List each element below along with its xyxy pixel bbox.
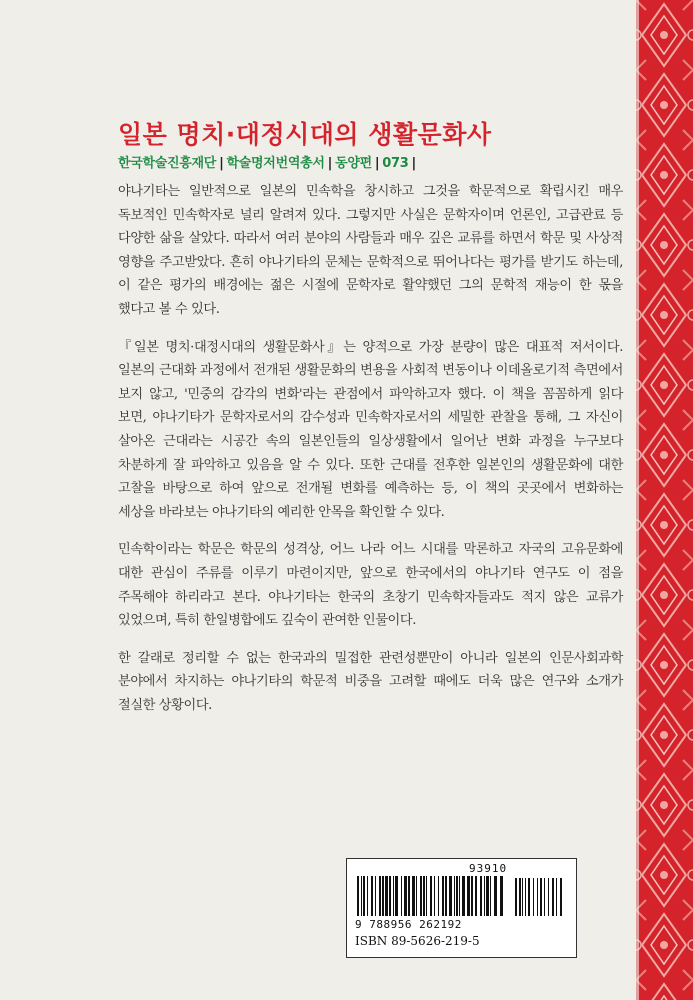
- barcode-bar: [420, 876, 422, 916]
- barcode-addon-bar: [556, 878, 557, 916]
- barcode-addon-bar: [519, 878, 521, 916]
- barcode-addon-bar: [540, 878, 542, 916]
- barcode-bar: [367, 876, 368, 916]
- book-title: 일본 명치·대정시대의 생활문화사: [118, 120, 492, 149]
- barcode-addon-bar: [560, 878, 562, 916]
- barcode-bar: [462, 876, 465, 916]
- series-publisher: 한국학술진흥재단: [118, 156, 217, 171]
- barcode-bar: [393, 876, 394, 916]
- barcode-bar: [375, 876, 376, 916]
- barcode-bar: [480, 876, 482, 916]
- series-section: 동양편: [335, 156, 372, 171]
- barcode-bar: [416, 876, 417, 916]
- barcode-addon-bar: [515, 878, 517, 916]
- barcode-bar: [500, 876, 503, 916]
- series-line: [118, 152, 419, 171]
- paragraph-4: 한 갈래로 정리할 수 없는 한국과의 밀접한 관련성뿐만이 아니라 일본의 인문사회과학 분야에서 차지하는 야나기타의 학문적 비중을 고려할 때에도 더욱 많은 연구와 소개가 절실한 상황이다.: [118, 650, 623, 713]
- barcode-bar: [434, 876, 435, 916]
- red-pattern-band: [636, 0, 693, 1000]
- barcode-addon-number: 93910: [469, 862, 508, 875]
- paragraph-2: 『일본 명치·대정시대의 생활문화사』는 양적으로 가장 분량이 많은 대표적 저서이다. 일본의 근대화 과정에서 전개된 생활문화의 변용을 사회적 변동이나 이데올로기적 측면에서 보지 않고, '민중의 감각의 변화'라는 관점에서 파악하고자 했다. 이 책을 꼼꼼하게 읽다 보면, 야나기타가 문학자로서의 감수성과 민속학자로서의 세밀한 관찰을 통해, 그 자신이 살아온 근대라는 시공간 속의 일본인들의 일상생활에서 일어난 변화 과정을 누구보다 차분하게 잘 파악하고 있음을 알 수 있다. 또한 근대를 전후한 일본인의 생활문화에 대한 고찰을 바탕으로 하여 앞으로 전개될 변화를 예측하는 등, 이 책의 곳곳에서 변화하는 세상을 바라보는 야나기타의 예리한 안목을 확인할 수 있다.: [118, 339, 623, 520]
- barcode-bar: [395, 876, 398, 916]
- barcode-bar: [490, 876, 491, 916]
- barcode-bar: [471, 876, 473, 916]
- series-separator: |: [411, 156, 416, 171]
- barcode-bar: [442, 876, 444, 916]
- barcode-bar: [467, 876, 470, 916]
- series-separator: |: [327, 156, 333, 171]
- paragraph-1: 야나기타는 일반적으로 일본의 민속학을 창시하고 그것을 학문적으로 확립시킨 매우 독보적인 민속학자로 널리 알려져 있다. 그렇지만 사실은 문학자이며 언론인, 고급관료 등 다양한 삶을 살았다. 따라서 여러 분야의 사람들과 매우 깊은 교류를 하면서 학문 및 사상적 영향을 주고받았다. 흔히 야나기타의 문체는 문학적으로 뛰어나다는 평가를 받기도 하는데, 이 같은 평가의 배경에는 젊은 시절에 문학자로 활약했던 그의 문학적 재능이 한 몫을 했다고 볼 수 있다.: [118, 184, 623, 317]
- barcode-bar: [401, 876, 402, 916]
- barcode-bars: [355, 876, 567, 918]
- description-text: [118, 180, 623, 731]
- barcode-bar: [438, 876, 439, 916]
- barcode-bar: [371, 876, 373, 916]
- barcode-addon-bar: [548, 878, 549, 916]
- barcode-addon-bar: [528, 878, 530, 916]
- paragraph-3: 민속학이라는 학문은 학문의 성격상, 어느 나라 어느 시대를 막론하고 자국의 고유문화에 대한 관심이 주류를 이루기 마련이지만, 앞으로 한국에서의 야나기타 연구도 이 점을 주목해야 하리라고 본다. 야나기타는 한국의 초창기 민속학자들과도 적지 않은 교류가 있었으며, 특히 한일병합에도 깊숙이 관여한 인물이다.: [118, 542, 623, 629]
- barcode-number: 9 788956 262192: [355, 918, 462, 931]
- barcode-addon-bar: [522, 878, 523, 916]
- barcode-bar: [454, 876, 455, 916]
- barcode-bar: [363, 876, 365, 916]
- barcode-bar: [361, 876, 362, 916]
- series-collection: 학술명저번역총서: [226, 156, 325, 171]
- isbn-text: ISBN 89-5626-219-5: [355, 934, 480, 948]
- ornament-pattern: [636, 0, 693, 1000]
- barcode-bar: [459, 876, 460, 916]
- barcode-bar: [475, 876, 477, 916]
- barcode-bar: [382, 876, 384, 916]
- barcode-addon-bar: [533, 878, 534, 916]
- barcode-bar: [408, 876, 410, 916]
- barcode-addon-bar: [544, 878, 545, 916]
- barcode-bar: [449, 876, 452, 916]
- barcode-addon-bar: [537, 878, 538, 916]
- barcode-addon-bar: [525, 878, 526, 916]
- barcode-bar: [484, 876, 485, 916]
- barcode-bar: [486, 876, 489, 916]
- barcode-bar: [389, 876, 391, 916]
- series-number: 073: [382, 156, 409, 171]
- barcode-bar: [456, 876, 458, 916]
- series-separator: |: [374, 156, 380, 171]
- series-separator: |: [219, 156, 224, 171]
- barcode-bar: [412, 876, 415, 916]
- barcode-bar: [357, 876, 359, 916]
- barcode-bar: [404, 876, 407, 916]
- barcode-bar: [445, 876, 447, 916]
- barcode-bar: [385, 876, 388, 916]
- barcode-addon-bar: [552, 878, 554, 916]
- barcode-bar: [426, 876, 427, 916]
- barcode-bar: [494, 876, 497, 916]
- barcode-box: [346, 858, 577, 958]
- barcode-bar: [430, 876, 432, 916]
- barcode-bar: [379, 876, 381, 916]
- barcode-bar: [423, 876, 425, 916]
